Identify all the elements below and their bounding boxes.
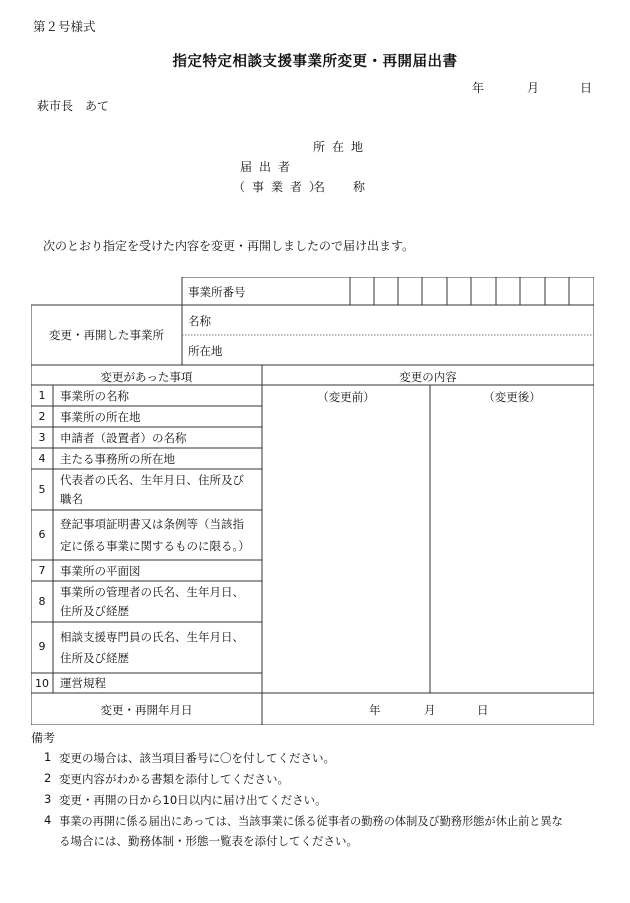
item-number: 1 [38, 389, 46, 402]
office-name-label: 名称 [188, 314, 211, 328]
applicant-name-label: 名称 [313, 180, 394, 194]
note-text: 事業の再開に係る届出にあっては、当該事業に係る従事者の勤務の体制及び勤務形態が休止前と異な [59, 815, 563, 828]
change-date-month: 月 [424, 703, 436, 717]
item-label: 登記事項証明書又は条例等（当該指 [60, 517, 244, 531]
item-number: 9 [38, 640, 46, 653]
item-number: 7 [38, 564, 46, 577]
item-number: 4 [38, 452, 46, 465]
change-form-table [31, 277, 594, 725]
before-change-label: （変更前） [317, 390, 375, 404]
change-date-label: 変更・再開年月日 [100, 703, 193, 717]
item-label: 住所及び経歴 [60, 604, 129, 618]
date-year-label: 年 [472, 81, 485, 95]
item-number: 10 [35, 677, 49, 690]
note-number: 2 [44, 771, 52, 785]
note-number: 3 [44, 792, 52, 806]
date-month-label: 月 [527, 81, 540, 95]
form-number: 第２号様式 [33, 19, 96, 34]
after-change-label: （変更後） [483, 390, 541, 404]
document-title: 指定特定相談支援事業所変更・再開届出書 [172, 54, 458, 70]
item-label: 主たる事務所の所在地 [60, 452, 175, 466]
note-text: 変更・再開の日から10日以内に届け出てください。 [59, 793, 327, 807]
office-address-label: 所在地 [188, 344, 223, 358]
item-label: 代表者の氏名、生年月日、住所及び [60, 473, 244, 487]
change-date-day: 日 [477, 703, 489, 717]
note-text-continued: る場合には、勤務体制・形態一覧表を添付してください。 [59, 834, 358, 848]
intro-text: 次のとおり指定を受けた内容を変更・再開しましたので届け出ます。 [43, 239, 415, 253]
addressee: 萩市長 あて [37, 99, 110, 113]
item-number: 6 [38, 528, 46, 541]
item-number: 3 [38, 431, 46, 444]
item-label: 事業所の名称 [60, 389, 129, 403]
item-label: 運営規程 [60, 676, 106, 690]
items-header: 変更があった事項 [100, 370, 193, 384]
office-number-label: 事業所番号 [188, 285, 246, 299]
note-number: 4 [44, 813, 52, 827]
item-label: 事業所の所在地 [60, 410, 141, 424]
item-label: 相談支援専門員の氏名、生年月日、 [60, 630, 244, 644]
applicant-location-label: 所在地 [313, 140, 371, 154]
item-number: 5 [38, 483, 46, 496]
notes-title: 備考 [31, 731, 56, 745]
office-section-label: 変更・再開した事業所 [49, 328, 164, 342]
applicant-notifier-label: 届出者 [240, 160, 298, 174]
applicant-operator-label: （事業者） [233, 180, 329, 194]
item-label: 住所及び経歴 [60, 651, 129, 665]
change-date-year: 年 [369, 703, 381, 717]
item-label: 定に係る事業に関するものに限る。） [60, 539, 250, 553]
item-number: 2 [38, 410, 46, 423]
date-day-label: 日 [580, 81, 593, 95]
content-header: 変更の内容 [399, 370, 457, 384]
item-label: 職名 [60, 492, 83, 506]
item-label: 事業所の管理者の氏名、生年月日、 [60, 585, 244, 599]
note-text: 変更の場合は、該当項目番号に〇を付してください。 [59, 751, 335, 765]
note-number: 1 [44, 750, 52, 764]
item-label: 事業所の平面図 [60, 564, 141, 578]
item-number: 8 [38, 595, 46, 608]
note-text: 変更内容がわかる書類を添付してください。 [59, 772, 289, 786]
item-label: 申請者（設置者）の名称 [60, 431, 187, 445]
